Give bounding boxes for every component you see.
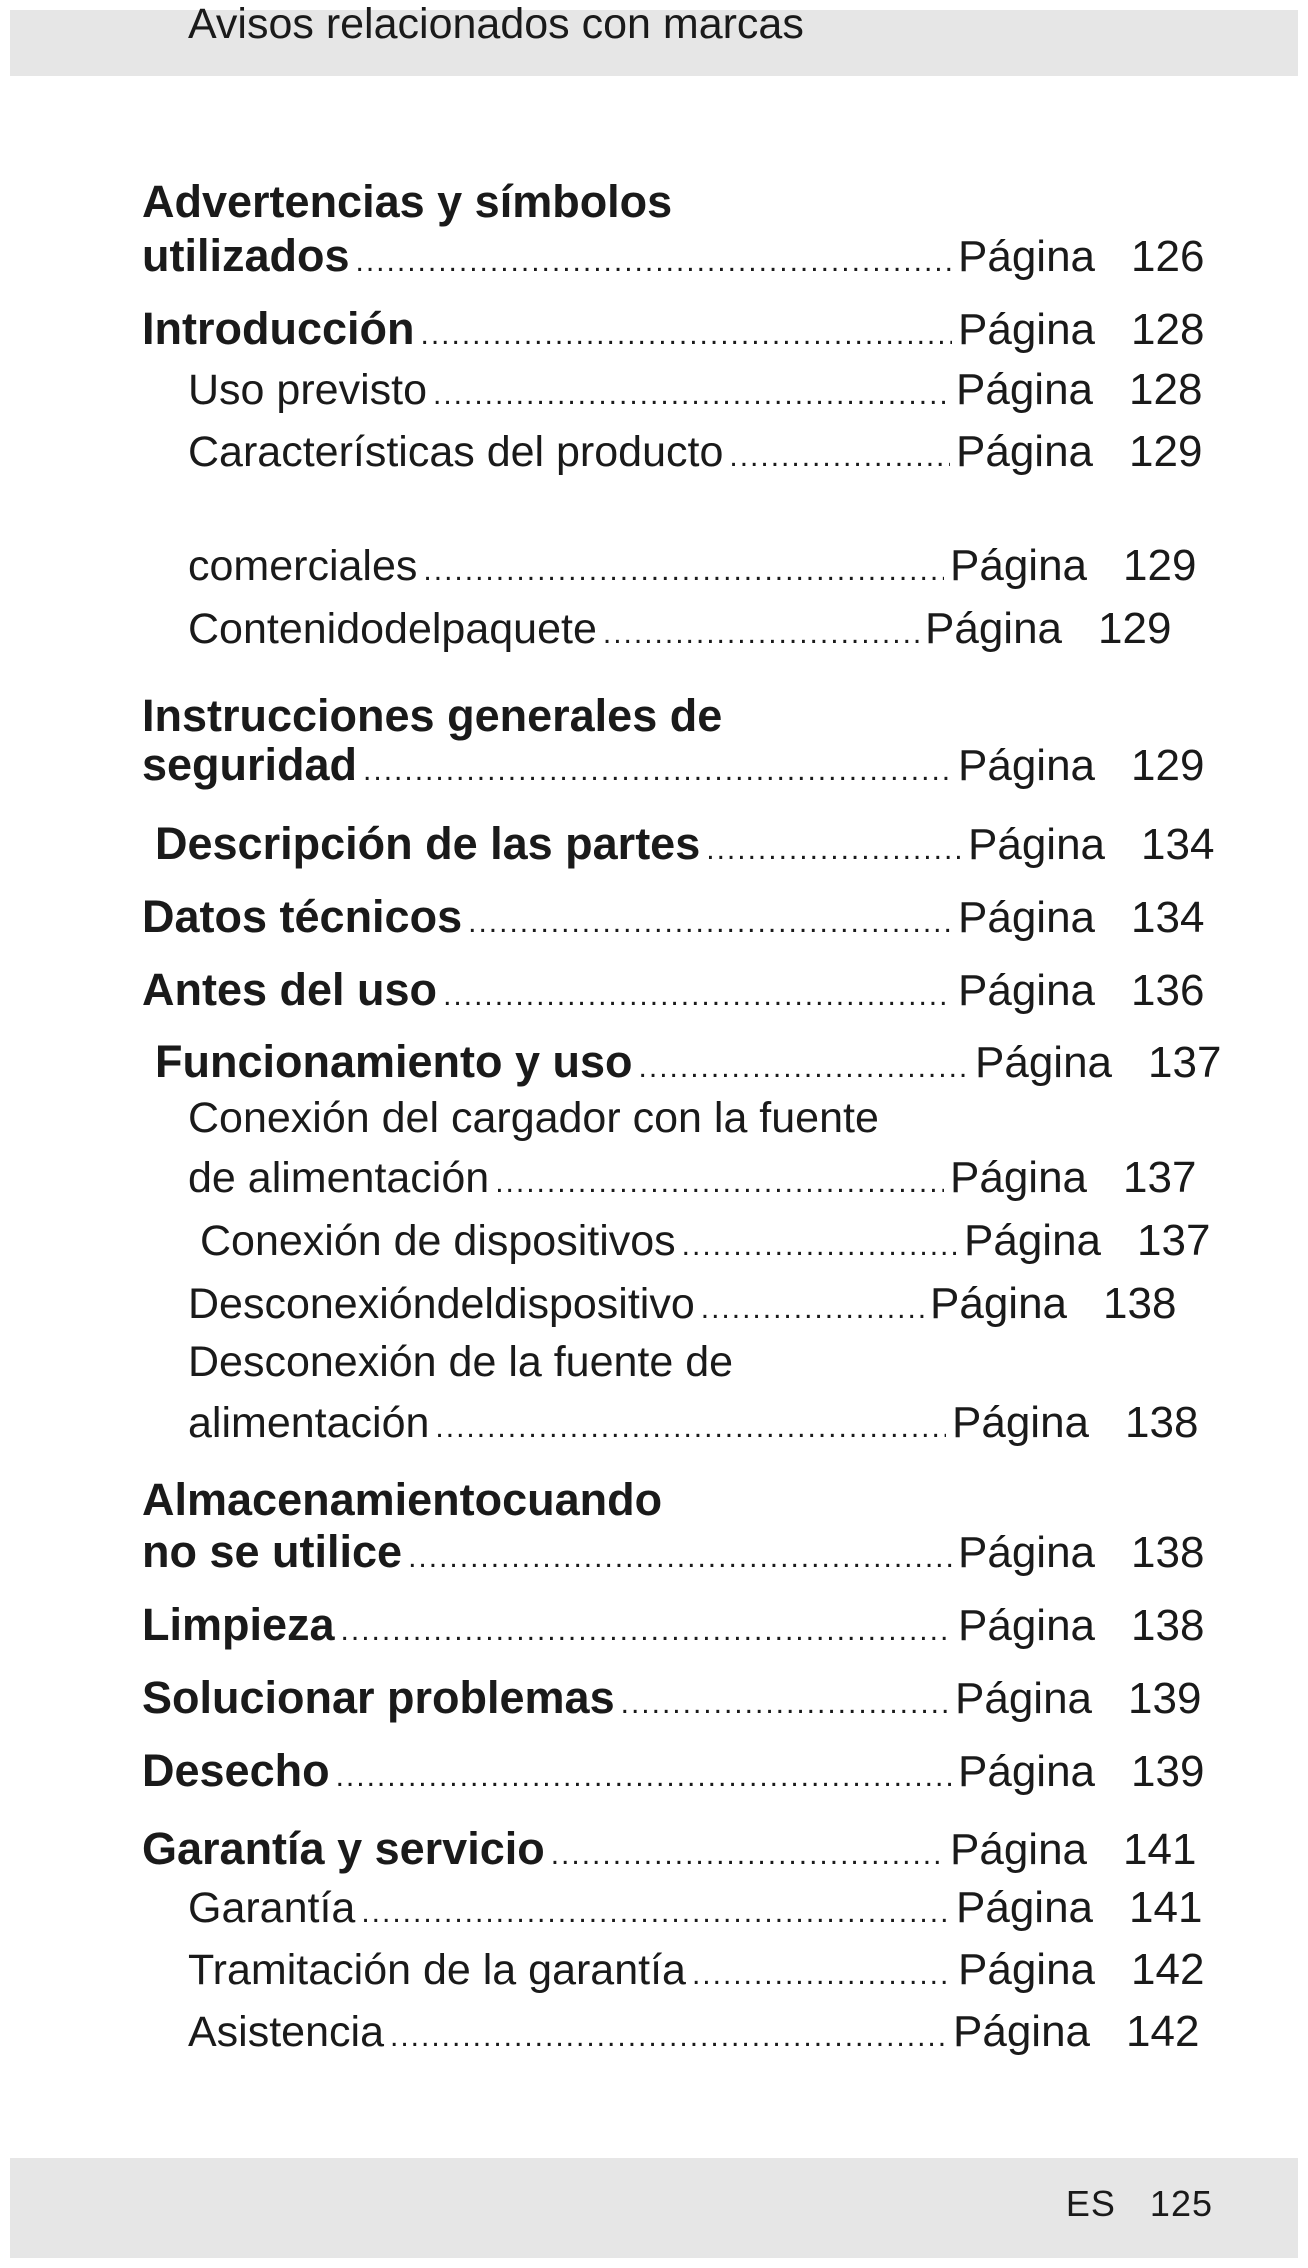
dot-leader <box>341 1614 952 1648</box>
page-number: 138 <box>1131 1601 1205 1650</box>
page-label: Página <box>950 1153 1088 1202</box>
page-label: Página <box>958 1601 1096 1650</box>
page-number: 138 <box>1125 1398 1199 1447</box>
dot-leader <box>621 1687 949 1721</box>
toc-page-ref <box>958 232 1212 282</box>
language-code: ES <box>1065 2183 1116 2224</box>
toc-entry-title-line: Advertencias y símbolos <box>142 176 673 227</box>
toc-entry-title: Garantía y servicio <box>142 1823 545 1874</box>
dot-leader <box>468 906 952 940</box>
toc-page-ref <box>958 893 1212 943</box>
page-number: 134 <box>1141 820 1215 869</box>
page-footer <box>1066 2183 1213 2225</box>
toc-page-ref <box>955 1674 1212 1724</box>
dot-leader <box>433 378 950 412</box>
toc-entry-title-line: Desconexión de la fuente de <box>188 1338 734 1386</box>
page-number: 129 <box>1098 604 1172 653</box>
page-number: 136 <box>1131 966 1205 1015</box>
toc-entry-title: alimentación <box>188 1399 430 1447</box>
page-label: Página <box>956 427 1094 476</box>
page-number: 129 <box>1123 541 1197 590</box>
toc-page-ref <box>964 1216 1212 1266</box>
toc-entry-title: no se utilice <box>142 1526 403 1577</box>
page-label: Página <box>958 893 1096 942</box>
page-number: 134 <box>1131 893 1205 942</box>
toc-entry-title: Características del producto <box>188 428 724 476</box>
toc-entry-title: utilizados <box>142 230 350 281</box>
page-label: Página <box>952 1398 1090 1447</box>
toc-page-ref <box>952 1398 1212 1448</box>
toc-entry-title-line: Almacenamientocuando <box>142 1474 663 1525</box>
toc-entry-title: comerciales <box>188 542 418 590</box>
toc-page-ref <box>968 820 1215 870</box>
page-number: 129 <box>1131 741 1205 790</box>
toc-entry-title: Conexión de dispositivos <box>200 1217 676 1265</box>
page-number: 125 <box>1149 2183 1213 2224</box>
toc-entry-title: Tramitación de la garantía <box>188 1946 686 1994</box>
page-number: 142 <box>1131 1945 1205 1994</box>
page-label: Página <box>950 541 1088 590</box>
page-label: Página <box>958 1528 1096 1577</box>
page-label: Página <box>958 966 1096 1015</box>
page-number: 129 <box>1129 427 1203 476</box>
dot-leader <box>420 318 952 352</box>
page-number: 141 <box>1123 1825 1197 1874</box>
dot-leader <box>423 554 944 588</box>
toc-page-ref <box>950 1153 1212 1203</box>
toc-entry-title-line: Conexión del cargador con la fuente <box>188 1094 879 1142</box>
toc-entry-title: Solucionar problemas <box>142 1672 615 1723</box>
toc-entry-title: Datos técnicos <box>142 891 463 942</box>
dot-leader <box>603 617 919 651</box>
page-label: Página <box>958 232 1096 281</box>
page-label: Página <box>956 1883 1094 1932</box>
toc-entry-title: seguridad <box>142 739 358 790</box>
dot-leader <box>435 1411 946 1445</box>
toc-page-ref <box>956 1883 1212 1933</box>
toc-entry-title: Limpieza <box>142 1599 335 1650</box>
toc-entry-title: Garantía <box>188 1884 356 1932</box>
page-number: 139 <box>1131 1747 1205 1796</box>
toc-page-ref <box>956 365 1212 415</box>
toc-entry-title-line: Instrucciones generales de <box>142 690 723 741</box>
dot-leader <box>639 1051 969 1085</box>
page-label: Página <box>953 2007 1091 2056</box>
page-label: Página <box>950 1825 1088 1874</box>
dot-leader <box>701 1292 924 1326</box>
page-number: 139 <box>1128 1674 1202 1723</box>
dot-leader <box>495 1166 944 1200</box>
dot-leader <box>706 833 962 867</box>
toc-page-ref <box>956 427 1212 477</box>
page-number: 137 <box>1137 1216 1211 1265</box>
page-label: Página <box>955 1674 1093 1723</box>
dot-leader <box>551 1838 944 1872</box>
page-number: 137 <box>1148 1038 1222 1087</box>
page-label: Página <box>958 305 1096 354</box>
dot-leader <box>682 1229 958 1263</box>
page-label: Página <box>958 1945 1096 1994</box>
toc-page-ref <box>975 1038 1222 1088</box>
toc-entry-title: Asistencia <box>188 2008 384 2056</box>
dot-leader <box>363 754 952 788</box>
page-label: Página <box>964 1216 1102 1265</box>
toc-page-ref <box>958 966 1212 1016</box>
toc-entry-title: Desecho <box>142 1745 330 1796</box>
page-number: 141 <box>1129 1883 1203 1932</box>
dot-leader <box>390 2020 947 2054</box>
toc-page-ref <box>950 541 1212 591</box>
page-number: 138 <box>1131 1528 1205 1577</box>
toc-page-ref <box>958 305 1212 355</box>
toc-entry-title: Antes del uso <box>142 964 438 1015</box>
page-number: 126 <box>1131 232 1205 281</box>
dot-leader <box>336 1760 952 1794</box>
toc-page-ref <box>958 1601 1212 1651</box>
page-label: Página <box>958 741 1096 790</box>
toc-page-ref <box>958 1528 1212 1578</box>
toc-page-ref <box>925 604 1212 654</box>
dot-leader <box>408 1541 952 1575</box>
toc-entry-title: Introducción <box>142 303 415 354</box>
toc-page-ref <box>930 1279 1212 1329</box>
toc-entry-title: Desconexióndeldispositivo <box>188 1280 695 1328</box>
page-label: Página <box>975 1038 1113 1087</box>
page-label: Página <box>956 365 1094 414</box>
dot-leader <box>729 440 950 474</box>
toc-entry-title: Uso previsto <box>188 366 427 414</box>
dot-leader <box>692 1958 952 1992</box>
toc-entry-title: Descripción de las partes <box>155 818 701 869</box>
page-number: 128 <box>1129 365 1203 414</box>
page-number: 138 <box>1103 1279 1177 1328</box>
toc-page-ref <box>958 741 1212 791</box>
dot-leader <box>361 1896 950 1930</box>
page-label: Página <box>958 1747 1096 1796</box>
toc-page-ref <box>950 1825 1212 1875</box>
page-label: Página <box>930 1279 1068 1328</box>
toc-page-ref <box>953 2007 1212 2057</box>
page-label: Página <box>925 604 1063 653</box>
toc-page-ref <box>958 1747 1212 1797</box>
page-number: 142 <box>1126 2007 1200 2056</box>
dot-leader <box>443 979 952 1013</box>
toc-entry-title: Funcionamiento y uso <box>155 1036 633 1087</box>
dot-leader <box>356 245 952 279</box>
page-number: 128 <box>1131 305 1205 354</box>
page-number: 137 <box>1123 1153 1197 1202</box>
toc-entry-title-line: Avisos relacionados con marcas <box>188 0 804 48</box>
toc-page-ref <box>958 1945 1212 1995</box>
toc-entry-title: de alimentación <box>188 1154 490 1202</box>
page-label: Página <box>968 820 1106 869</box>
toc-entry-title: Contenidodelpaquete <box>188 605 597 653</box>
